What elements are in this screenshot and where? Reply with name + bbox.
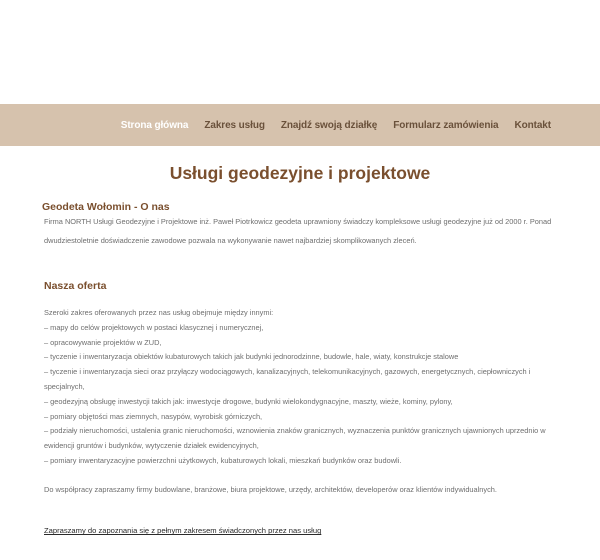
intro-paragraph: Firma NORTH Usługi Geodezyjne i Projektowe inż. Paweł Piotrkowicz geodeta uprawniony świadczy kompleksowe usługi geodezyjne już od 2000 r. Ponad dwudziestoletnie doświadczenie zawodowe pozwala na wykonywanie nawet najbardziej skomplikowanych zleceń. <box>44 217 552 245</box>
offer-item: – pomiary objętości mas ziemnych, nasypów, wyrobisk górniczych, <box>44 411 263 421</box>
offer-item: – tyczenie i inwentaryzacja sieci oraz przyłączy wodociągowych, kanalizacyjnych, telekomunikacyjnych, gazowych, energetycznych, ciepłowniczych i specjalnych, <box>44 367 531 391</box>
services-link[interactable]: Zapraszamy do zapoznania się z pełnym zakresem świadczonych przez nas usług <box>44 526 322 536</box>
offer-item: – tyczenie i inwentaryzacja obiektów kubaturowych takich jak budynki jednorodzinne, budowle, hale, wiaty, konstrukcje stalowe <box>44 352 459 362</box>
offer-item: – podziały nieruchomości, ustalenia granic nieruchomości, wznowienia znaków granicznych, wyznaczenia punktów granicznych ujawnionych uprzednio w ewidencji gruntów i budynków, wytyczenie działek ewidencyjnych, <box>44 426 546 451</box>
offer-list <box>44 306 556 469</box>
page-title: Usługi geodezyjne i projektowe <box>169 163 431 183</box>
header-blank-area <box>0 0 600 104</box>
main-navigation <box>0 104 600 146</box>
cooperation-paragraph: Do współpracy zapraszamy firmy budowlane, branżowe, biura projektowe, urzędy, architektów, developerów oraz klientów indywidualnych. <box>44 484 497 494</box>
offer-intro: Szeroki zakres oferowanych przez nas usług obejmuje między innymi: <box>44 308 274 317</box>
offer-item: – geodezyjną obsługę inwestycji takich jak: inwestycje drogowe, budynki wielokondygnacyjne, maszty, wieże, kominy, pylony, <box>44 396 453 406</box>
nav-item-order-form[interactable]: Formularz zamówienia <box>393 119 499 131</box>
nav-item-contact[interactable]: Kontakt <box>514 119 551 131</box>
offer-item: – mapy do celów projektowych w postaci klasycznej i numerycznej, <box>44 322 264 332</box>
nav-item-services[interactable]: Zakres usług <box>204 119 265 131</box>
offer-item: – opracowywanie projektów w ZUD, <box>44 337 162 347</box>
offer-item: – pomiary inwentaryzacyjne powierzchni użytkowych, kubaturowych lokali, mieszkań budynków oraz budowli. <box>44 455 402 465</box>
nav-item-home[interactable]: Strona główna <box>120 119 189 131</box>
nav-item-find-plot[interactable]: Znajdź swoją działkę <box>280 119 378 131</box>
main-content <box>0 162 600 538</box>
section-heading-offer: Nasza oferta <box>44 280 107 292</box>
section-heading-about: Geodeta Wołomin - O nas <box>42 201 170 213</box>
